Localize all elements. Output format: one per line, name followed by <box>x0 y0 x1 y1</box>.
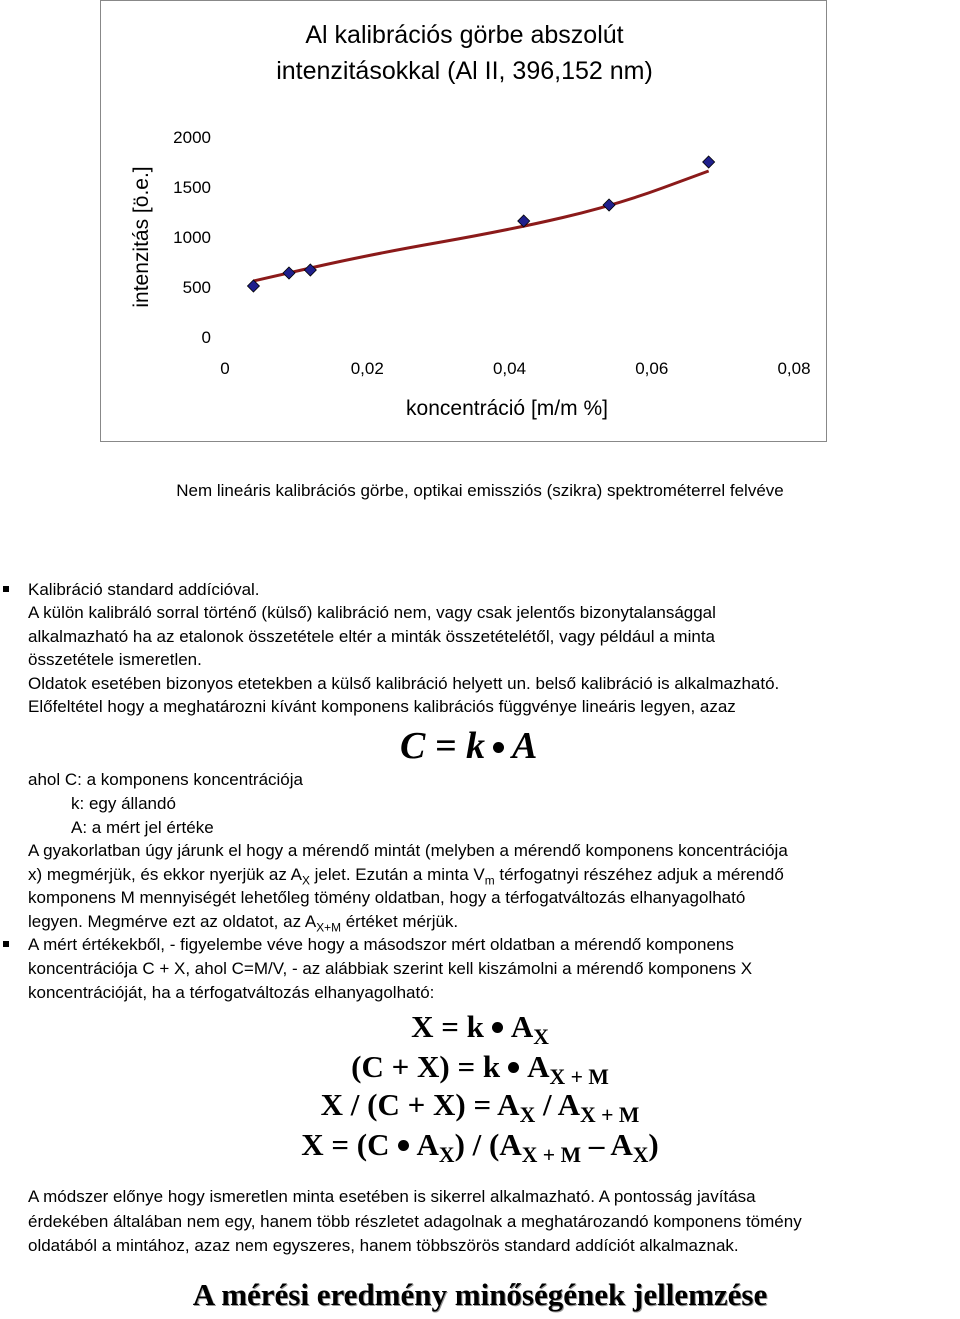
multiply-dot-icon <box>508 1062 519 1073</box>
formula-2: (C + X) = k $A_{X + M}$ <box>351 1049 609 1090</box>
data-point-marker <box>703 156 715 168</box>
section1-line2: A külön kalibráló sorral történő (külső) kalibráció nem, vagy csak jelentős bizonytalansággal <box>28 603 716 622</box>
closing-line2: érdekében általában nem egy, hanem több részletet adagolnak a meghatározandó komponens tömény <box>28 1212 802 1231</box>
para2-line1: A gyakorlatban úgy járunk el hogy a mérendő mintát (melyben a mérendő komponens koncentrációja <box>28 841 788 860</box>
x-axis-label: koncentráció [m/m %] <box>406 397 608 420</box>
definition-c: ahol C: a komponens koncentrációja <box>28 770 303 789</box>
main-formula <box>400 724 537 768</box>
section1-line1: Kalibráció standard addícióval. <box>28 580 260 599</box>
x-tick-label: 0,04 <box>492 359 527 378</box>
y-tick-label: 500 <box>182 278 211 297</box>
chart-title-line1: Al kalibrációs görbe abszolút <box>305 21 624 49</box>
para2-line4: legyen. Megmérve ezt az oldatot, az $A_{X+M}$ értéket mérjük. <box>28 912 459 935</box>
closing-line1: A módszer előnye hogy ismeretlen minta esetében is sikerrel alkalmazható. A pontosság javítása <box>28 1187 756 1206</box>
chart-plot <box>101 1 828 443</box>
chart-panel <box>100 0 827 442</box>
chart-title-line2: intenzitásokkal (Al II, 396,152 nm) <box>276 57 653 85</box>
para2-line3: komponens M mennyiségét lehetőleg tömény oldatban, hogy a térfogatváltozás elhanyagolható <box>28 888 746 907</box>
closing-line3: oldatából a mintához, azaz nem egyszeres, hanem többszörös standard addíciót alkalmaznak. <box>28 1236 739 1255</box>
fit-curve <box>253 171 708 281</box>
bullet-icon <box>3 941 9 947</box>
y-tick-label: 1500 <box>173 178 211 197</box>
formula-1: X = k $A_X$ <box>411 1009 549 1050</box>
section2-line3: koncentrációját, ha a térfogatváltozás elhanyagolható: <box>28 983 435 1002</box>
section1-line5: Oldatok esetében bizonyos etetekben a külső kalibráció helyett un. belső kalibráció is alkalmazható. <box>28 674 780 693</box>
y-tick-label: 1000 <box>173 228 211 247</box>
multiply-dot-icon <box>398 1140 409 1151</box>
section1-line4: összetétele ismeretlen. <box>28 650 202 669</box>
y-axis-label: intenzitás [ö.e.] <box>130 166 153 308</box>
section2-line1: A mért értékekből, - figyelembe véve hogy a másodszor mért oldatban a mérendő komponens <box>28 935 734 954</box>
multiply-dot-icon <box>493 742 504 753</box>
main-formula-right: A <box>512 725 538 767</box>
bullet-icon <box>3 586 9 592</box>
formula-3: $X / (C + X) = A_X / A_{X + M}$ <box>320 1087 640 1128</box>
data-point-marker <box>283 267 295 279</box>
section1-line6: Előfeltétel hogy a meghatározni kívánt komponens kalibrációs függvénye lineáris legyen, azaz <box>28 697 736 716</box>
y-tick-label: 0 <box>201 328 211 347</box>
para2-line2: x) megmérjük, és ekkor nyerjük az $A_X$ jelet. Ezután a minta $V_m$ térfogatnyi részéhez adjuk a mérendő <box>28 865 784 888</box>
figure-caption: Nem lineáris kalibrációs görbe, optikai emissziós (szikra) spektrométerrel felvéve <box>176 481 784 500</box>
y-tick-label: 2000 <box>173 128 211 147</box>
multiply-dot-icon <box>492 1022 503 1033</box>
definition-a: A: a mért jel értéke <box>71 818 214 837</box>
formula-4: X = (C $A_X) / (A_{X + M} - A_X)$ <box>301 1127 659 1168</box>
section-heading: A mérési eredmény minőségének jellemzése <box>192 1277 768 1312</box>
x-tick-label: 0,08 <box>777 359 811 378</box>
x-tick-label: 0 <box>220 359 230 378</box>
section2-line2: koncentrációja C + X, ahol C=M/V, - az alábbiak szerint kell kiszámolni a mérendő komponens X <box>28 959 753 978</box>
x-tick-label: 0,02 <box>350 359 384 378</box>
data-point-marker <box>603 199 615 211</box>
data-point-marker <box>247 280 259 292</box>
definition-k: k: egy állandó <box>71 794 176 813</box>
section1-line3: alkalmazható ha az etalonok összetétele eltér a minták összetételétől, vagy például a minta <box>28 627 716 646</box>
main-formula-left: C = k <box>400 725 485 767</box>
x-tick-label: 0,06 <box>635 359 669 378</box>
